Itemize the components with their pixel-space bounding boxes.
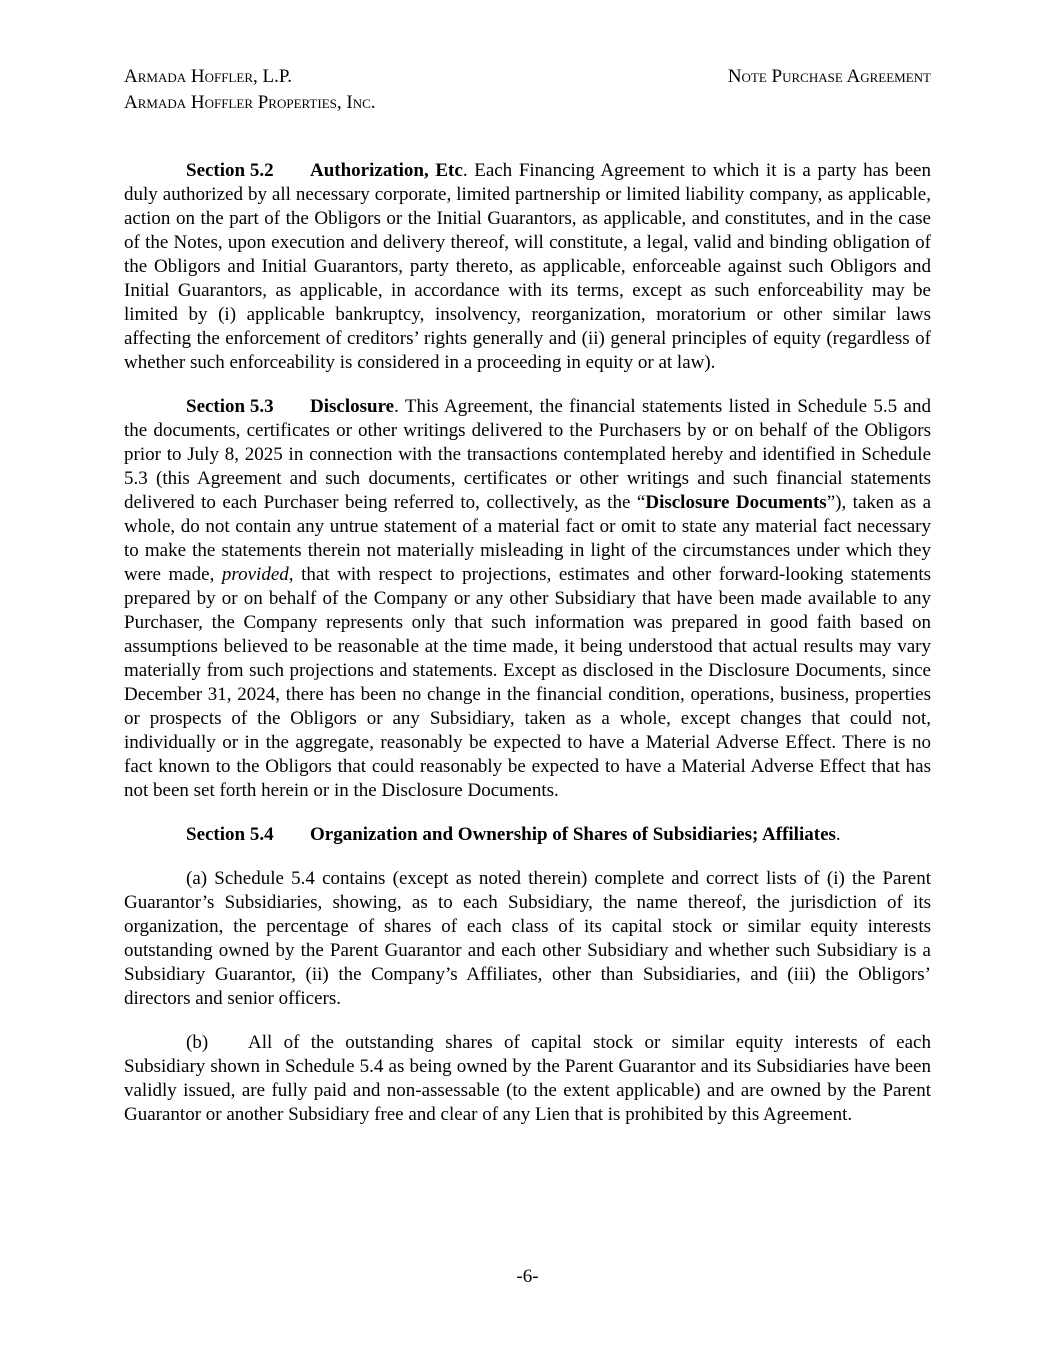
section-5-2-number: Section 5.2 <box>186 160 274 181</box>
section-5-4-a-paragraph: (a) Schedule 5.4 contains (except as noted therein) complete and correct lists of (i) the Parent Guarantor’s Subsidiaries, showing, as to each Subsidiary, the name thereof, the jurisdiction of its organization, the percentage of shares of each class of its capital stock or similar equity interests outstanding owned by the Parent Guarantor and each other Subsidiary and whether such Subsidiary is a Subsidiary Guarantor, (ii) the Company’s Affiliates, other than Subsidiaries, and (iii) the Obligors’ directors and senior officers. <box>124 868 931 1009</box>
section-5-4-title: Organization and Ownership of Shares of Subsidiaries; Affiliates <box>310 824 836 845</box>
document-body <box>124 159 931 1147</box>
header-party-2: Armada Hoffler Properties, Inc. <box>124 92 376 113</box>
section-5-3-text-3: , that with respect to projections, estimates and other forward-looking statements prepared by or on behalf of the Company or any other Subsidiary that have been made available to any Purchaser, the Company represents only that such information was prepared in good faith based on assumptions believed to be reasonable at the time made, it being understood that actual results may vary materially from such projections and statements. Except as disclosed in the Disclosure Documents, since December 31, 2024, there has been no change in the financial condition, operations, business, properties or prospects of the Obligors or any Subsidiary, taken as a whole, except changes that could not, individually or in the aggregate, reasonably be expected to have a Material Adverse Effect. There is no fact known to the Obligors that could reasonably be expected to have a Material Adverse Effect that has not been set forth herein or in the Disclosure Documents. <box>124 564 931 801</box>
section-5-4-b-text: All of the outstanding shares of capital stock or similar equity interests of each Subsidiary shown in Schedule 5.4 as being owned by the Parent Guarantor and its Subsidiaries have been validly issued, are fully paid and non-assessable (to the extent applicable) and are owned by the Parent Guarantor or another Subsidiary free and clear of any Lien that is prohibited by this Agreement. <box>124 1032 931 1125</box>
section-5-3-number: Section 5.3 <box>186 396 274 417</box>
section-5-4-b-paragraph <box>124 1031 931 1127</box>
section-5-2-title: Authorization, Etc <box>310 160 463 181</box>
section-5-3-text-1: . This Agreement, the financial statements listed in Schedule 5.5 and the documents, certificates or other writings delivered to the Purchasers by or on behalf of the Obligors prior to July 8, 2025 in connection with the transactions contemplated hereby and identified in Schedule 5.3 (this Agreement and such documents, certificates or other writings and such financial statements delivered to each Purchaser being referred to, collectively, as the “ <box>124 396 931 513</box>
section-5-4-heading <box>124 823 931 847</box>
section-5-2-text: . Each Financing Agreement to which it is a party has been duly authorized by all necessary corporate, limited partnership or limited liability company, as applicable, action on the part of the Obligors or the Initial Guarantors, as applicable, and constitutes, and in the case of the Notes, upon execution and delivery thereof, will constitute, a legal, valid and binding obligation of the Obligors and Initial Guarantors, party thereto, as applicable, enforceable against such Obligors and Initial Guarantors, as applicable, in accordance with its terms, except as such enforceability may be limited by (i) applicable bankruptcy, insolvency, reorganization, moratorium or other similar laws affecting the enforcement of creditors’ rights generally and (ii) general principles of equity (regardless of whether such enforceability is considered in a proceeding in equity or at law). <box>124 160 931 373</box>
section-5-4-b-label: (b) <box>186 1032 209 1053</box>
section-5-3-paragraph <box>124 395 931 803</box>
section-5-2-paragraph <box>124 159 931 375</box>
header-document-title: Note Purchase Agreement <box>727 66 931 87</box>
section-5-3-title: Disclosure <box>310 396 395 417</box>
provided-italic: provided <box>221 564 289 585</box>
page-number: -6- <box>516 1266 539 1287</box>
section-5-3-text-2: ”), taken as a whole, do not contain any untrue statement of a material fact or omit to state any material fact necessary to make the statements therein not materially misleading in light of the circumstances under which they were made, <box>124 492 932 585</box>
defined-term-disclosure-documents: Disclosure Documents <box>645 492 827 513</box>
header-parties <box>124 64 544 116</box>
section-5-4-number: Section 5.4 <box>186 824 274 845</box>
section-5-4-title-end: . <box>835 824 841 845</box>
header-party-1: Armada Hoffler, L.P. <box>124 66 293 87</box>
